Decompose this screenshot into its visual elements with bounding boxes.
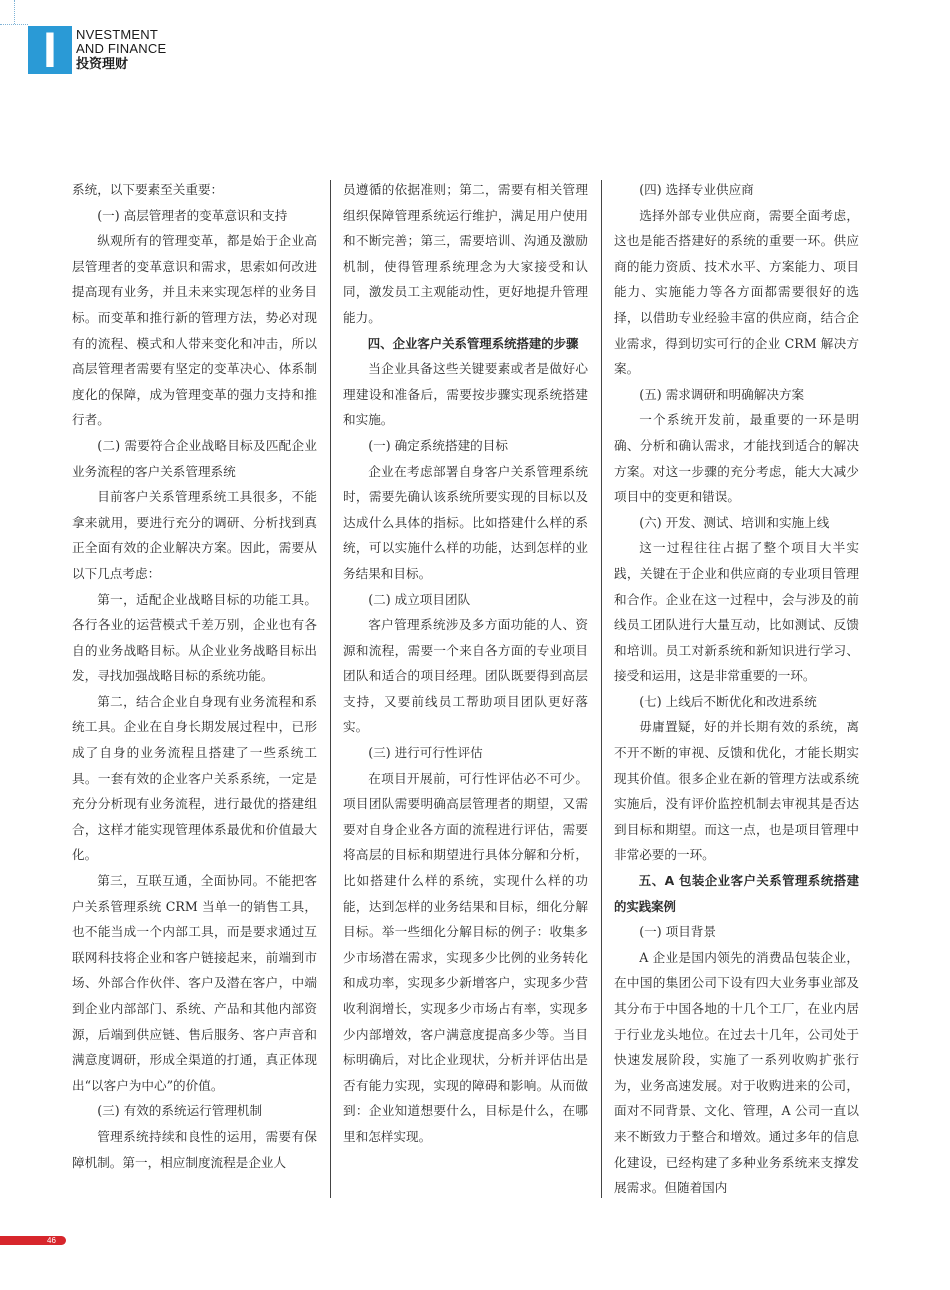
magazine-logo-letter: I <box>43 22 57 78</box>
body-paragraph: 系统，以下要素至关重要： <box>72 182 224 197</box>
body-paragraph: 员遵循的依据准则；第二，需要有相关管理组织保障管理系统运行维护，满足用户使用和不断完善；第三，需要培训、沟通及激励机制，使得管理系统理念为大家接受和认同，激发员工主观能动性，更好地提升管理能力。 <box>343 182 588 325</box>
subsection-heading: (三) 进行可行性评估 <box>368 745 483 761</box>
body-paragraph: 一个系统开发前，最重要的一环是明确、分析和确认需求，才能找到适合的解决方案。对这一步骤的充分考虑，能大大减少项目中的变更和错误。 <box>614 412 859 505</box>
body-paragraph: 纵观所有的管理变革，都是始于企业高层管理者的变革意识和需求，思索如何改进提高现有业务，并且未来实现怎样的业务目标。而变革和推行新的管理方法，势必对现有的流程、模式和人带来变化和冲击，所以高层管理者需要有坚定的变革决心、体系制度化的保障，成为管理变革的强力支持和推行者。 <box>72 233 317 428</box>
magazine-title-line2: AND FINANCE <box>76 41 167 56</box>
subsection-heading: (六) 开发、测试、培训和实施上线 <box>639 514 830 530</box>
text-column-2 <box>343 177 588 1150</box>
body-paragraph: 管理系统持续和良性的运用，需要有保障机制。第一，相应制度流程是企业人 <box>72 1128 317 1170</box>
subsection-heading: (七) 上线后不断优化和改进系统 <box>639 693 817 709</box>
text-column-3 <box>614 177 859 1201</box>
column-divider <box>330 180 331 1198</box>
section-heading: 四、企业客户关系管理系统搭建的步骤 <box>367 335 579 351</box>
subsection-heading: (一) 高层管理者的变革意识和支持 <box>97 207 288 223</box>
page-number: 46 <box>47 1236 56 1245</box>
body-paragraph: 当企业具备这些关键要素或者是做好心理建设和准备后，需要按步骤实现系统搭建和实施。 <box>343 361 588 428</box>
body-paragraph: 第二，结合企业自身现有业务流程和系统工具。企业在自身长期发展过程中，已形成了自身的业务流程且搭建了一些系统工具。一套有效的企业客户关系系统，一定是充分分析现有业务流程，进行最优的搭建组合，这样才能实现管理体系最优和价值最大化。 <box>72 693 317 863</box>
subsection-heading: (三) 有效的系统运行管理机制 <box>97 1103 263 1119</box>
body-paragraph: 客户管理系统涉及多方面功能的人、资源和流程，需要一个来自各方面的专业项目团队和适合的项目经理。团队既要得到高层支持，又要前线员工帮助项目团队更好落实。 <box>343 617 588 735</box>
corner-guide-horizontal <box>0 24 28 25</box>
body-paragraph: 这一过程往往占据了整个项目大半实践，关键在于企业和供应商的专业项目管理和合作。企业在这一过程中，会与涉及的前线员工团队进行大量互动，比如测试、反馈和培训。员工对新系统和新知识进行学习、接受和运用，这是非常重要的一环。 <box>614 540 859 684</box>
magazine-title-chinese: 投资理财 <box>76 57 129 72</box>
body-paragraph: A 企业是国内领先的消费品包装企业，在中国的集团公司下设有四大业务事业部及其分布于中国各地的十几个工厂，在业内居于行业龙头地位。在过去十几年，公司处于快速发展阶段，实施了一系列收购扩张行为，业务高速发展。对于收购进来的公司，面对不同背景、文化、管理，A 公司一直以来不断致力于整合和增效。通过多年的信息化建设，已经构建了多种业务系统来支撑发展需求。但随着国内 <box>614 949 859 1196</box>
body-paragraph: 选择外部专业供应商，需要全面考虑，这也是能否搭建好的系统的重要一环。供应商的能力资质、技术水平、方案能力、项目能力、实施能力等各方面都需要很好的选择，以借助专业经验丰富的供应商，结合企业需求，得到切实可行的企业 CRM 解决方案。 <box>614 207 859 377</box>
column-divider <box>601 180 602 1198</box>
subsection-heading: (一) 确定系统搭建的目标 <box>368 437 508 453</box>
body-paragraph: 目前客户关系管理系统工具很多，不能拿来就用，要进行充分的调研、分析找到真正全面有效的企业解决方案。因此，需要从以下几点考虑： <box>72 489 317 581</box>
subsection-heading: (四) 选择专业供应商 <box>639 182 754 197</box>
subsection-heading: (二) 需要符合企业战略目标及匹配企业业务流程的客户关系管理系统 <box>72 437 317 479</box>
corner-guide-vertical <box>14 0 15 24</box>
body-paragraph: 在项目开展前，可行性评估必不可少。项目团队需要明确高层管理者的期望，又需要对自身企业各方面的流程进行评估，需要将高层的目标和期望进行具体分解和分析，比如搭建什么样的系统，实现什么样的功能，达到怎样的业务结果和目标，细化分解目标。举一些细化分解目标的例子：收集多少市场潜在需求，实现多少比例的业务转化和成功率，实现多少新增客户，实现多少营收利润增长，实现多少市场占有率，实现多少内部增效，客户满意度提高多少等。当目标明确后，对比企业现状，分析并评估出是否有能力实现，实现的障碍和影响。从而做到：企业知道想要什么，目标是什么，在哪里和怎样实现。 <box>343 770 588 1144</box>
body-paragraph: 企业在考虑部署自身客户关系管理系统时，需要先确认该系统所要实现的目标以及达成什么具体的指标。比如搭建什么样的系统，可以实施什么样的功能，达到怎样的业务结果和目标。 <box>343 463 588 581</box>
subsection-heading: (五) 需求调研和明确解决方案 <box>639 386 805 402</box>
magazine-title-line1: NVESTMENT <box>76 27 158 42</box>
subsection-heading: (二) 成立项目团队 <box>368 591 471 607</box>
subsection-heading: (一) 项目背景 <box>639 924 716 940</box>
body-paragraph: 第三，互联互通，全面协同。不能把客户关系管理系统 CRM 当单一的销售工具，也不能当成一个内部工具，而是要求通过互联网科技将企业和客户链接起来，前端到市场、外部合作伙伴、客户及潜在客户，中端到企业内部部门、系统、产品和其他内部资源，后端到供应链、售后服务、客户声音和满意度调研，形成全渠道的打通，真正体现出“以客户为中心”的价值。 <box>72 873 317 1093</box>
page-number-bar <box>0 1236 66 1245</box>
section-heading: 五、A 包装企业客户关系管理系统搭建的实践案例 <box>614 873 859 914</box>
body-paragraph: 毋庸置疑，好的并长期有效的系统，离不开不断的审视、反馈和优化，才能长期实现其价值。很多企业在新的管理方法或系统实施后，没有评价监控机制去审视其是否达到目标和期望。而这一点，也是项目管理中非常必要的一环。 <box>614 719 859 863</box>
body-paragraph: 第一，适配企业战略目标的功能工具。各行各业的运营模式千差万别，企业也有各自的业务战略目标。从企业业务战略目标出发，寻找加强战略目标的系统功能。 <box>72 591 317 684</box>
text-column-1 <box>72 177 317 1175</box>
